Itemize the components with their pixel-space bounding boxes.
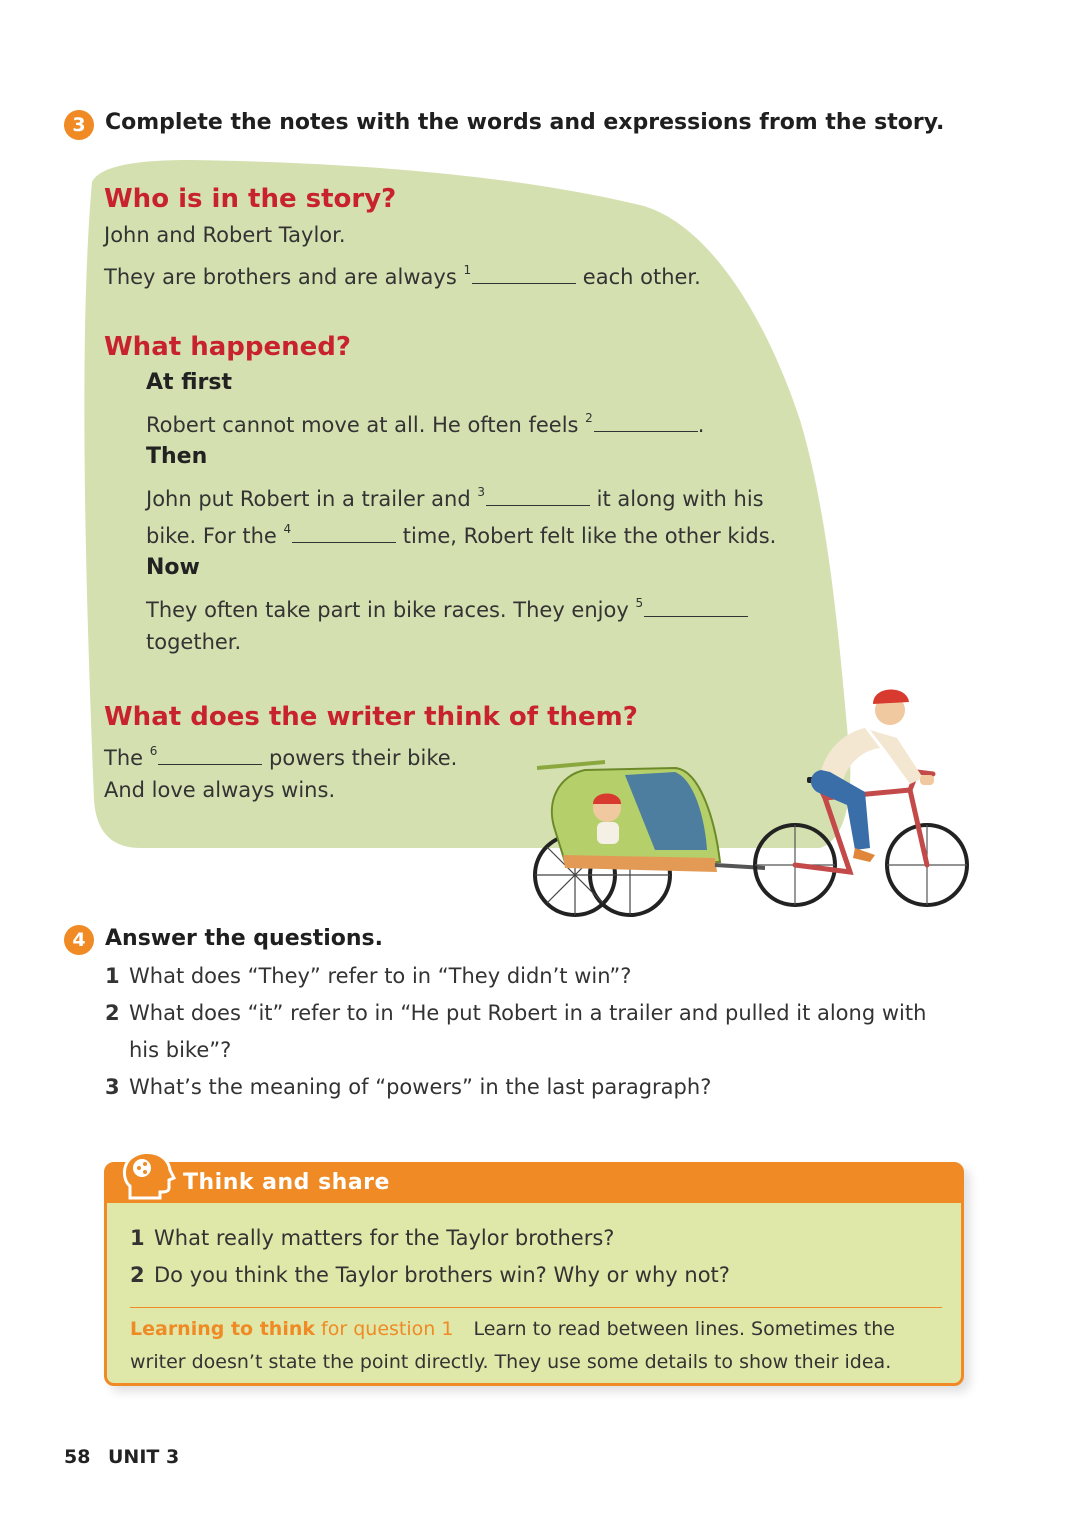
now-label: Now	[146, 555, 200, 580]
writer-line-1	[104, 735, 457, 777]
think-question-1-text: What really matters for the Taylor brothers?	[154, 1226, 615, 1250]
bike-trailer-illustration	[525, 680, 975, 920]
blank-4[interactable]	[292, 520, 396, 543]
writer-line-1-after: powers their bike.	[262, 746, 458, 770]
question-3-number: 3	[105, 1075, 120, 1099]
exercise-4-instruction: Answer the questions.	[105, 926, 384, 951]
question-3	[105, 1069, 711, 1106]
think-question-1-number: 1	[130, 1226, 145, 1250]
think-question-1	[130, 1220, 614, 1257]
blank-5[interactable]	[644, 594, 748, 617]
learning-text-1: Learn to read between lines. Sometimes the	[473, 1318, 895, 1340]
exercise-4-number: 4	[64, 925, 94, 955]
writer-heading: What does the writer think of them?	[104, 702, 638, 732]
question-2-continued: his bike”?	[129, 1038, 232, 1062]
now-line-1-before: They often take part in bike races. They enjoy	[146, 598, 636, 622]
question-1-text: What does “They” refer to in “They didn’t win”?	[129, 964, 632, 988]
learning-label: Learning to think	[130, 1318, 315, 1340]
now-line-2: together.	[146, 630, 242, 654]
blank-1-number: 1	[463, 263, 472, 277]
learning-line-2: writer doesn’t state the point directly. They use some details to show their idea.	[130, 1351, 892, 1373]
then-line-2-after: time, Robert felt like the other kids.	[396, 524, 777, 548]
then-label: Then	[146, 444, 208, 469]
who-line-1: John and Robert Taylor.	[104, 223, 346, 247]
blank-6[interactable]	[158, 742, 262, 765]
question-1-number: 1	[105, 964, 120, 988]
head-think-icon	[120, 1148, 180, 1204]
blank-2[interactable]	[594, 409, 698, 432]
writer-line-2: And love always wins.	[104, 778, 336, 802]
then-line-1-before: John put Robert in a trailer and	[146, 487, 478, 511]
question-2-text: What does “it” refer to in “He put Robert in a trailer and pulled it along with	[129, 1001, 927, 1025]
who-heading: Who is in the story?	[104, 184, 397, 214]
think-question-2-number: 2	[130, 1263, 145, 1287]
blank-2-number: 2	[585, 411, 593, 425]
at-first-label: At first	[146, 370, 232, 395]
question-3-text: What’s the meaning of “powers” in the last paragraph?	[129, 1075, 712, 1099]
question-1	[105, 958, 631, 995]
think-and-share-box	[104, 1162, 964, 1386]
page-number: 58	[64, 1446, 91, 1468]
question-2-number: 2	[105, 1001, 120, 1025]
what-heading: What happened?	[104, 332, 351, 362]
then-line-2-before: bike. For the	[146, 524, 284, 548]
then-line-1	[146, 476, 764, 518]
blank-5-number: 5	[635, 596, 644, 610]
exercise-3-instruction: Complete the notes with the words and expressions from the story.	[105, 110, 945, 135]
blank-4-number: 4	[283, 522, 292, 536]
who-line-2	[104, 254, 701, 296]
think-title: Think and share	[183, 1170, 390, 1195]
now-line-1	[146, 587, 748, 629]
blank-1[interactable]	[472, 261, 576, 284]
at-first-after: .	[697, 413, 705, 437]
writer-line-1-before: The	[104, 746, 150, 770]
who-line-2-before: They are brothers and are always	[104, 265, 464, 289]
who-line-2-after: each other.	[576, 265, 701, 289]
at-first-line	[146, 402, 704, 444]
learning-line-1	[130, 1313, 895, 1346]
exercise-3-number: 3	[64, 110, 94, 140]
blank-6-number: 6	[149, 744, 158, 758]
at-first-before: Robert cannot move at all. He often feels	[146, 413, 586, 437]
learning-sub: for question 1	[321, 1318, 454, 1340]
then-line-1-after: it along with his	[590, 487, 764, 511]
blank-3[interactable]	[486, 483, 590, 506]
think-divider	[130, 1307, 942, 1308]
think-question-2-text: Do you think the Taylor brothers win? Why or why not?	[154, 1263, 730, 1287]
blank-3-number: 3	[477, 485, 485, 499]
question-2	[105, 995, 926, 1032]
then-line-2	[146, 513, 776, 555]
unit-label: UNIT 3	[108, 1446, 180, 1468]
think-question-2	[130, 1257, 730, 1294]
